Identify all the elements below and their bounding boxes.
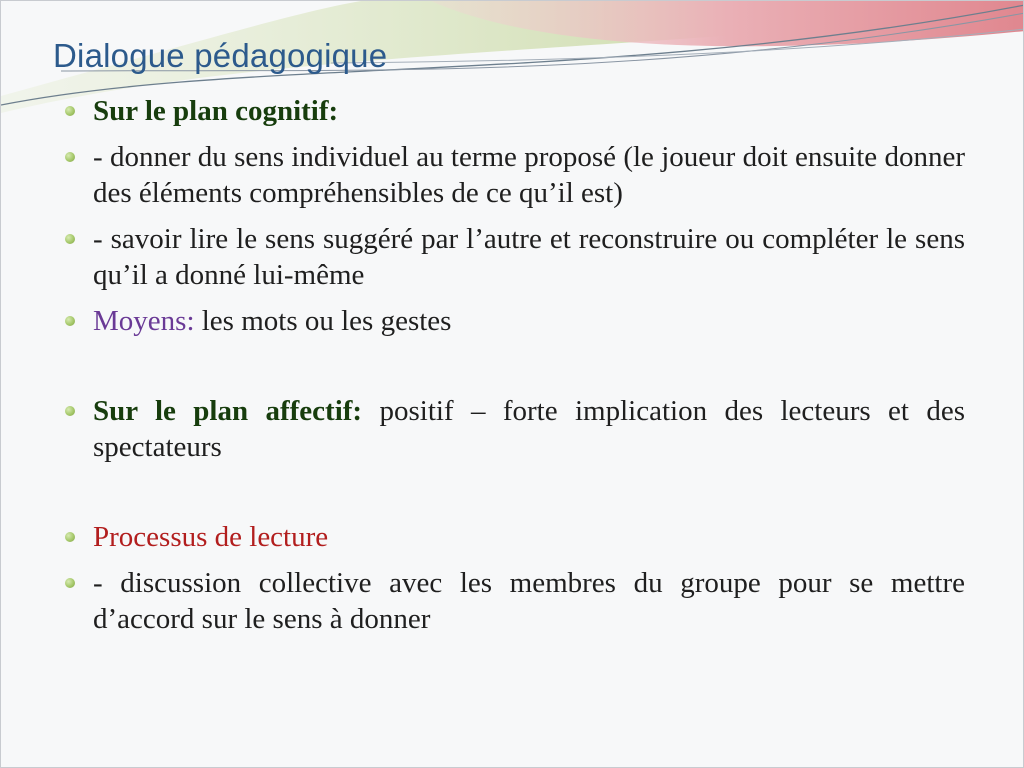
bullet-text: positif – forte implication des lecteurs et des spectateurs bbox=[93, 395, 966, 463]
bullet-item-cognitif-heading bbox=[63, 93, 965, 129]
bullet-icon bbox=[65, 578, 75, 588]
bullet-item-donner-sens bbox=[63, 139, 965, 211]
slide-title: Dialogue pédagogique bbox=[53, 37, 388, 74]
bullet-lead: Moyens: bbox=[93, 305, 195, 337]
bullet-icon bbox=[65, 316, 75, 326]
bullet-text: les mots ou les gestes bbox=[194, 305, 452, 337]
bullet-item-discussion bbox=[63, 565, 965, 637]
bullet-lead: Sur le plan cognitif: bbox=[93, 95, 339, 127]
bullet-item-affectif bbox=[63, 393, 965, 465]
bullet-icon bbox=[65, 532, 75, 542]
bullet-text: - donner du sens individuel au terme proposé (le joueur doit ensuite donner des éléments compréhensibles de ce qu’il est) bbox=[93, 141, 965, 209]
bullet-text: - discussion collective avec les membres du groupe pour se mettre d’accord sur le sens à donner bbox=[93, 567, 965, 635]
bullet-item-processus-heading bbox=[63, 519, 965, 555]
bullet-icon bbox=[65, 152, 75, 162]
spacer bbox=[63, 475, 965, 519]
bullet-lead: Processus de lecture bbox=[93, 521, 329, 553]
bullet-icon bbox=[65, 406, 75, 416]
bullet-lead: Sur le plan affectif: bbox=[93, 395, 363, 427]
bullet-text: - savoir lire le sens suggéré par l’autre et reconstruire ou compléter le sens qu’il a donné lui-même bbox=[93, 223, 965, 291]
spacer bbox=[63, 349, 965, 393]
bullet-item-savoir-lire bbox=[63, 221, 965, 293]
bullet-item-moyens bbox=[63, 303, 965, 339]
bullet-icon bbox=[65, 106, 75, 116]
bullet-icon bbox=[65, 234, 75, 244]
bullet-list bbox=[63, 93, 965, 647]
